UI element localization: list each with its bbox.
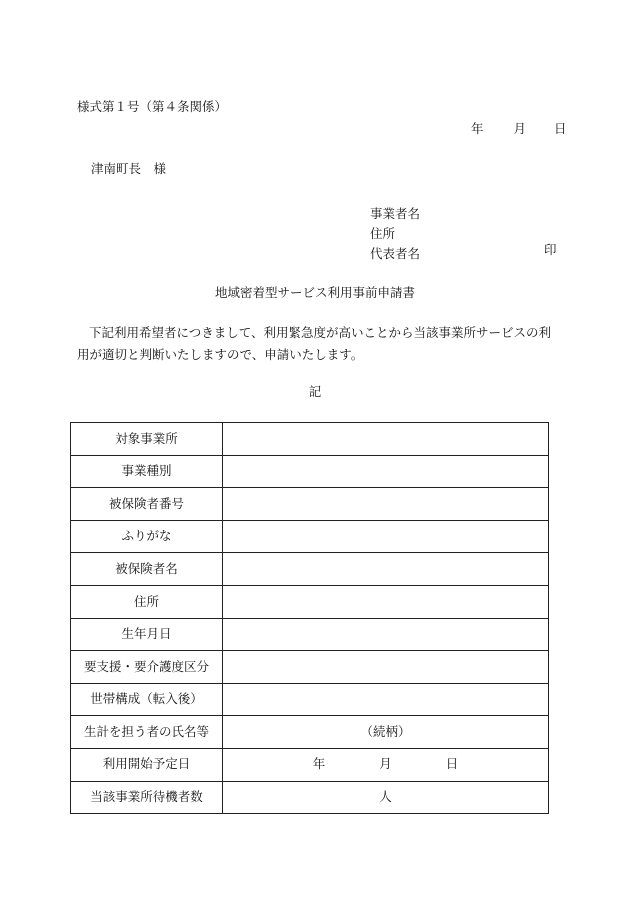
row-label: ふりがな xyxy=(71,520,223,553)
table-row xyxy=(71,716,549,749)
applicant-block xyxy=(370,204,420,264)
business-name-label: 事業者名 xyxy=(370,206,421,221)
table-row xyxy=(71,423,549,456)
row-label: 利用開始予定日 xyxy=(71,748,223,781)
representative-label: 代表者名 xyxy=(370,246,421,261)
start-date-year: 年 xyxy=(312,756,326,772)
row-value[interactable] xyxy=(223,488,549,521)
row-value[interactable]: 人 xyxy=(223,781,549,814)
table-row xyxy=(71,781,549,814)
seal-mark: 印 xyxy=(544,242,557,257)
row-label: 対象事業所 xyxy=(71,423,223,456)
start-date-day: 日 xyxy=(445,756,459,772)
table-row xyxy=(71,520,549,553)
address-label: 住所 xyxy=(370,226,396,241)
row-value[interactable] xyxy=(223,520,549,553)
row-value[interactable] xyxy=(223,455,549,488)
row-value[interactable] xyxy=(223,651,549,684)
row-label: 要支援・要介護度区分 xyxy=(71,651,223,684)
table-row xyxy=(71,618,549,651)
date-month: 月 xyxy=(513,121,527,136)
table-row xyxy=(71,651,549,684)
addressee: 津南町長 様 xyxy=(91,161,167,176)
row-label: 生年月日 xyxy=(71,618,223,651)
row-label: 住所 xyxy=(71,585,223,618)
detail-table xyxy=(70,422,549,814)
table-row xyxy=(71,748,549,781)
start-date-month: 月 xyxy=(379,756,392,772)
table-row xyxy=(71,585,549,618)
table-row xyxy=(71,683,549,716)
row-value[interactable] xyxy=(223,553,549,586)
row-label: 事業種別 xyxy=(71,455,223,488)
table-row xyxy=(71,455,549,488)
row-value[interactable] xyxy=(223,618,549,651)
document-title: 地域密着型サービス利用事前申請書 xyxy=(214,285,415,300)
row-value[interactable] xyxy=(223,585,549,618)
form-number: 様式第１号（第４条関係） xyxy=(77,99,228,114)
submission-date xyxy=(471,123,567,136)
row-value[interactable] xyxy=(223,423,549,456)
row-label: 被保険者名 xyxy=(71,553,223,586)
date-year: 年 xyxy=(471,121,484,136)
row-label: 世帯構成（転入後） xyxy=(71,683,223,716)
row-value-date[interactable] xyxy=(223,748,549,781)
table-row xyxy=(71,553,549,586)
row-label: 被保険者番号 xyxy=(71,488,223,521)
row-value[interactable] xyxy=(223,683,549,716)
body-paragraph: 下記利用希望者につきまして、利用緊急度が高いことから当該事業所サービスの利用が適切と判断いたしますので、申請いたします。 xyxy=(77,325,552,362)
row-value[interactable]: （続柄） xyxy=(223,716,549,749)
ki-heading: 記 xyxy=(308,384,322,399)
row-label: 当該事業所待機者数 xyxy=(71,781,223,814)
row-label: 生計を担う者の氏名等 xyxy=(71,716,223,749)
table-row xyxy=(71,488,549,521)
date-day: 日 xyxy=(554,121,567,136)
